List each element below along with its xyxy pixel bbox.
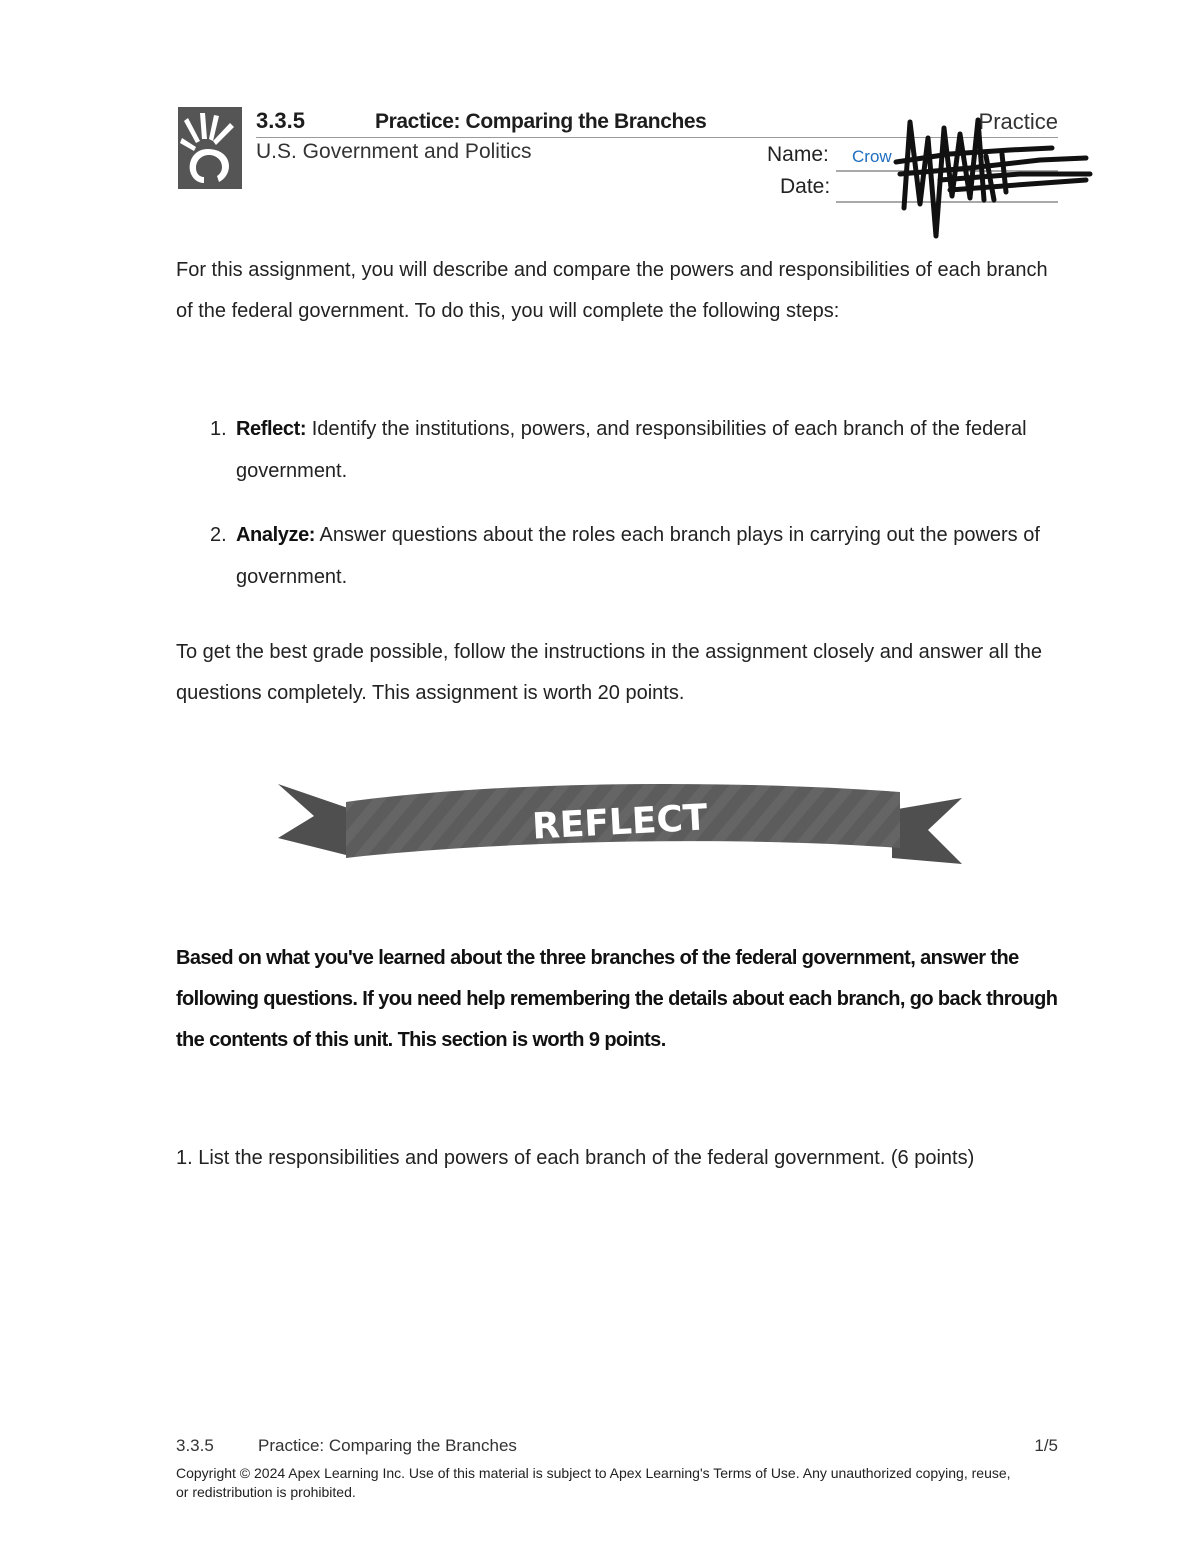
section-instructions: Based on what you've learned about the three branches of the federal government, answer the following questions. If you need help remembering the details about each branch, go back through the contents of this unit. This section is worth 9 points.: [176, 947, 1058, 1051]
scribble-signature-icon: [890, 108, 1095, 240]
step-label: Analyze:: [236, 524, 316, 546]
step-label: Reflect:: [236, 418, 307, 440]
question-1: 1. List the responsibilities and powers of each branch of the federal government. (6 points): [176, 1147, 975, 1169]
lesson-title: Practice: Comparing the Branches: [375, 110, 707, 133]
footer-lesson-number: 3.3.5: [176, 1436, 214, 1455]
date-label: Date:: [780, 175, 831, 198]
footer-lesson-title: Practice: Comparing the Branches: [258, 1436, 517, 1455]
course-name: U.S. Government and Politics: [256, 140, 532, 163]
closing-paragraph: To get the best grade possible, follow the instructions in the assignment closely and answer all the questions completely. This assignment is worth 20 points.: [176, 641, 1043, 704]
list-item: [210, 514, 1060, 598]
step-text: Answer questions about the roles each branch plays in carrying out the powers of government.: [236, 524, 1040, 588]
step-number: 1.: [210, 418, 227, 440]
name-label: Name:: [767, 143, 829, 166]
page-number: 1/5: [1034, 1436, 1058, 1455]
copyright-notice: Copyright © 2024 Apex Learning Inc. Use of this material is subject to Apex Learning's Terms of Use. Any unauthorized copying, reuse, or redistribution is prohibited.: [176, 1465, 1011, 1500]
intro-paragraph: For this assignment, you will describe and compare the powers and responsibilities of each branch of the federal government. To do this, you will complete the following steps:: [176, 259, 1048, 322]
banner-text: REFLECT: [531, 797, 709, 848]
step-text: Identify the institutions, powers, and responsibilities of each branch of the federal government.: [236, 418, 1027, 482]
document-type: Practice: [978, 109, 1058, 134]
step-number: 2.: [210, 524, 227, 546]
apex-learning-logo-icon: [178, 107, 242, 189]
steps-list: [210, 408, 1060, 620]
list-item: [210, 408, 1060, 492]
reflect-banner: [276, 778, 964, 866]
lesson-number: 3.3.5: [256, 108, 305, 133]
name-field-value[interactable]: Crow: [852, 147, 892, 166]
